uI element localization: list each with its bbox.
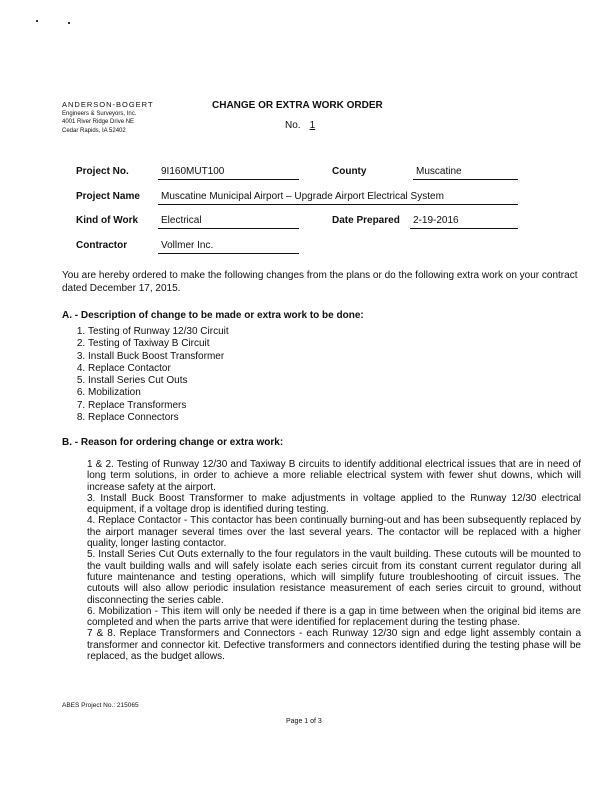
project-no-row: [0, 166, 614, 180]
firm-city: Cedar Rapids, IA 52402: [62, 127, 126, 134]
scan-speck: [68, 22, 70, 24]
kind-of-work-value: Electrical: [158, 215, 299, 229]
kind-of-work-row: [0, 215, 614, 229]
reason-paragraph: 6. Mobilization - This item will only be needed if there is a gap in time between when the original bid items are completed and when the parts arrive that were identified for replacement during the testing phase.: [87, 605, 581, 629]
list-item: 5. Install Series Cut Outs: [88, 375, 229, 387]
county-label: County: [332, 166, 367, 177]
firm-name: ANDERSON-BOGERT: [62, 100, 154, 109]
date-prepared-value: 2-19-2016: [410, 215, 518, 229]
project-no-label: Project No.: [76, 166, 129, 177]
order-number-value: 1: [309, 120, 316, 131]
list-item: 6. Mobilization: [88, 387, 229, 399]
section-a-heading: A. - Description of change to be made or extra work to be done:: [62, 310, 364, 321]
document-title: CHANGE OR EXTRA WORK ORDER: [212, 100, 383, 111]
county-value: Muscatine: [413, 166, 518, 180]
intro-paragraph: You are hereby ordered to make the following changes from the plans or do the following extra work on your contract dated December 17, 2015.: [62, 270, 578, 294]
order-number-label: No.: [285, 120, 301, 131]
firm-line: Engineers & Surveyors, Inc.: [62, 110, 137, 117]
scan-speck: [36, 20, 38, 22]
project-no-value: 9I160MUT100: [158, 166, 299, 180]
contractor-label: Contractor: [76, 240, 128, 251]
firm-block: [62, 101, 154, 135]
page-number: Page 1 of 3: [286, 718, 322, 725]
list-item: 3. Install Buck Boost Transformer: [88, 351, 229, 363]
project-name-row: [0, 191, 614, 205]
project-name-label: Project Name: [76, 191, 140, 202]
project-name-value: Muscatine Municipal Airport – Upgrade Airport Electrical System: [158, 191, 518, 205]
project-reference: ABES Project No.: 215065: [62, 702, 139, 709]
date-prepared-label: Date Prepared: [332, 215, 400, 226]
list-item: 2. Testing of Taxiway B Circuit: [88, 338, 229, 350]
reasons-block: [87, 459, 581, 662]
section-b-heading: B. - Reason for ordering change or extra work:: [62, 437, 284, 448]
reason-paragraph: 1 & 2. Testing of Runway 12/30 and Taxiway B circuits to identify additional electrical issues that are in need of long term solutions, in order to achieve a more reliable electrical system with fewer shut downs, which will increase safety at the airport.: [87, 459, 581, 493]
list-item: 4. Replace Contactor: [88, 363, 229, 375]
kind-of-work-label: Kind of Work: [76, 215, 139, 226]
firm-address: 4001 River Ridge Drive NE: [62, 119, 135, 125]
change-list: [68, 326, 229, 424]
order-number: [285, 120, 321, 131]
contractor-value: Vollmer Inc.: [158, 240, 299, 254]
list-item: 1. Testing of Runway 12/30 Circuit: [88, 326, 229, 338]
contractor-row: [0, 240, 614, 254]
reason-paragraph: 7 & 8. Replace Transformers and Connectors - each Runway 12/30 sign and edge light assembly contain a transformer and connector kit. Defective transformers and connectors identified during the testing phase will be replaced, as the budget allows.: [87, 628, 581, 663]
reason-paragraph: 3. Install Buck Boost Transformer to make adjustments in voltage applied to the Runway 12/30 electrical equipment, if a voltage drop is identified during testing.: [87, 492, 581, 516]
reason-paragraph: 4. Replace Contactor - This contactor has been continually burning-out and has been subsequently replaced by the airport manager several times over the last several years. The contactor will be replaced with a higher quality, longer lasting contactor.: [87, 515, 581, 550]
list-item: 7. Replace Transformers: [88, 400, 229, 412]
list-item: 8. Replace Connectors: [88, 412, 229, 424]
reason-paragraph: 5. Install Series Cut Outs externally to the four regulators in the vault building. These cutouts will be mounted to the vault building walls and will safely isolate each series circuit from its constant current regulator during all future maintenance and testing operations, which will simplify future troubleshooting of circuit issues. The cutouts will also allow periodic insulation resistance measurement of each series circuit to ground, without disconnecting the series cable.: [87, 549, 581, 606]
